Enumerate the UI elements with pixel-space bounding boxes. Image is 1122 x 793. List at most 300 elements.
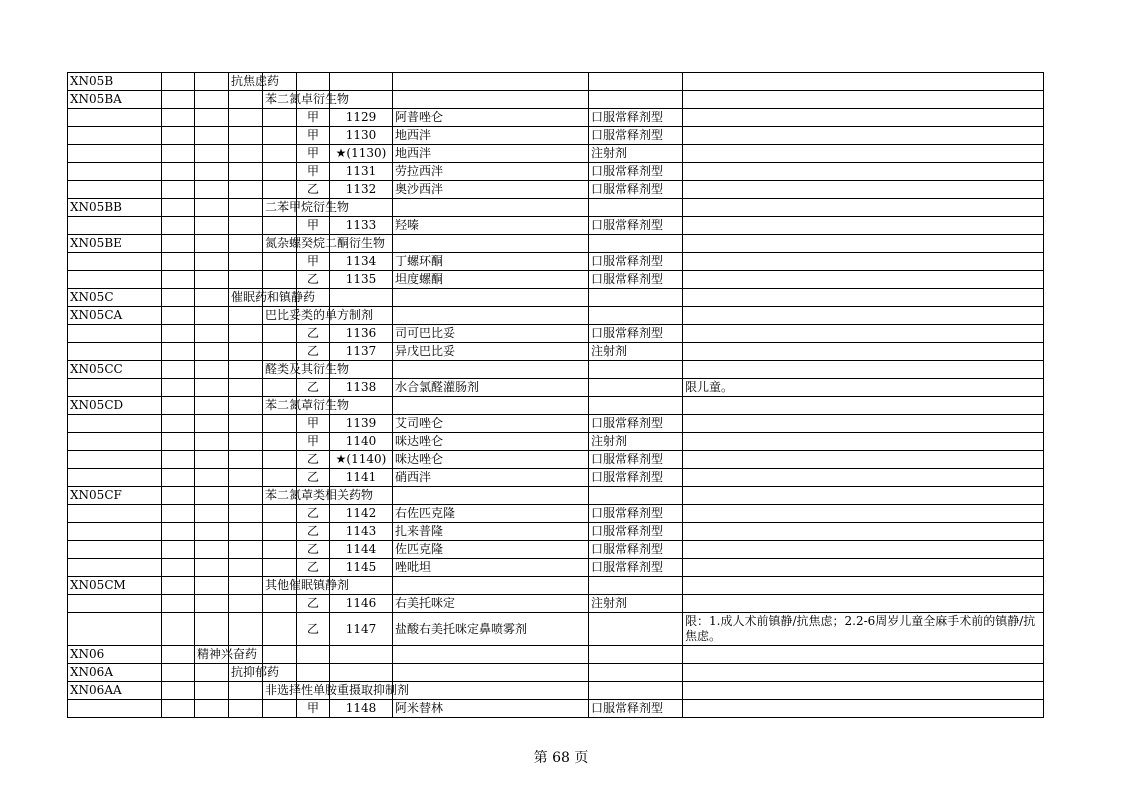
number-cell	[330, 646, 393, 664]
drug-name-cell: 扎来普隆	[393, 523, 589, 541]
remark-cell: 限：1.成人术前镇静/抗焦虑；2.2-6周岁儿童全麻手术前的镇静/抗焦虑。	[683, 613, 1044, 646]
table-row	[68, 595, 1044, 613]
remark-cell	[683, 595, 1044, 613]
spacer-cell	[162, 289, 195, 307]
remark-cell	[683, 343, 1044, 361]
drug-name-cell: 水合氯醛灌肠剂	[393, 379, 589, 397]
remark-cell	[683, 451, 1044, 469]
number-cell: 1137	[330, 343, 393, 361]
number-cell: 1133	[330, 217, 393, 235]
spacer-cell	[162, 361, 195, 379]
code-cell: XN05BE	[68, 235, 162, 253]
drug-name-cell: 佐匹克隆	[393, 541, 589, 559]
drug-name-cell	[393, 361, 589, 379]
code-cell	[68, 613, 162, 646]
remark-cell	[683, 664, 1044, 682]
dosage-form-cell: 口服常释剂型	[589, 523, 683, 541]
dosage-form-cell: 口服常释剂型	[589, 163, 683, 181]
table-row	[68, 577, 1044, 595]
level2-category-cell: 抗焦虑药	[229, 73, 263, 91]
level1-category-cell	[195, 541, 229, 559]
level1-category-cell	[195, 145, 229, 163]
level2-category-cell	[229, 91, 263, 109]
class-cell: 乙	[297, 325, 330, 343]
class-cell	[297, 646, 330, 664]
level1-category-cell	[195, 325, 229, 343]
table-row	[68, 361, 1044, 379]
level1-category-cell	[195, 505, 229, 523]
drug-name-cell	[393, 307, 589, 325]
spacer-cell	[162, 415, 195, 433]
level1-category-cell	[195, 397, 229, 415]
drug-catalog-table	[67, 72, 1044, 718]
dosage-form-cell: 口服常释剂型	[589, 109, 683, 127]
table-row	[68, 109, 1044, 127]
dosage-form-cell	[589, 379, 683, 397]
level2-category-cell	[229, 559, 263, 577]
spacer-cell	[162, 379, 195, 397]
remark-cell	[683, 217, 1044, 235]
dosage-form-cell: 口服常释剂型	[589, 127, 683, 145]
table-row	[68, 181, 1044, 199]
class-cell: 乙	[297, 181, 330, 199]
drug-name-cell: 坦度螺酮	[393, 271, 589, 289]
level2-category-cell	[229, 181, 263, 199]
level1-category-cell	[195, 271, 229, 289]
level2-category-cell	[229, 109, 263, 127]
drug-name-cell: 咪达唑仑	[393, 433, 589, 451]
table-row	[68, 163, 1044, 181]
dosage-form-cell	[589, 577, 683, 595]
class-cell: 乙	[297, 505, 330, 523]
level3-category-cell	[263, 343, 297, 361]
dosage-form-cell: 口服常释剂型	[589, 415, 683, 433]
level2-category-cell	[229, 127, 263, 145]
level3-category-cell	[263, 451, 297, 469]
drug-name-cell: 艾司唑仑	[393, 415, 589, 433]
drug-name-cell	[393, 73, 589, 91]
code-cell	[68, 700, 162, 718]
remark-cell	[683, 700, 1044, 718]
number-cell	[330, 73, 393, 91]
level1-category-cell	[195, 682, 229, 700]
dosage-form-cell: 口服常释剂型	[589, 271, 683, 289]
drug-name-cell	[393, 199, 589, 217]
table-row	[68, 379, 1044, 397]
level3-category-cell	[263, 289, 297, 307]
table-row	[68, 235, 1044, 253]
level1-category-cell	[195, 91, 229, 109]
level2-category-cell	[229, 217, 263, 235]
level2-category-cell	[229, 253, 263, 271]
dosage-form-cell: 口服常释剂型	[589, 253, 683, 271]
class-cell: 甲	[297, 145, 330, 163]
spacer-cell	[162, 109, 195, 127]
number-cell: 1145	[330, 559, 393, 577]
level1-category-cell	[195, 664, 229, 682]
level2-category-cell	[229, 523, 263, 541]
class-cell: 乙	[297, 559, 330, 577]
drug-name-cell	[393, 577, 589, 595]
drug-name-cell: 硝西泮	[393, 469, 589, 487]
level2-category-cell: 抗抑郁药	[229, 664, 263, 682]
remark-cell	[683, 505, 1044, 523]
number-cell: 1146	[330, 595, 393, 613]
class-cell: 甲	[297, 163, 330, 181]
dosage-form-cell	[589, 664, 683, 682]
table-row	[68, 433, 1044, 451]
level2-category-cell: 催眠药和镇静药	[229, 289, 263, 307]
class-cell: 乙	[297, 469, 330, 487]
level1-category-cell	[195, 253, 229, 271]
level1-category-cell	[195, 451, 229, 469]
drug-name-cell	[393, 664, 589, 682]
code-cell	[68, 595, 162, 613]
drug-name-cell	[393, 91, 589, 109]
drug-name-cell: 地西泮	[393, 145, 589, 163]
remark-cell	[683, 307, 1044, 325]
remark-cell	[683, 163, 1044, 181]
remark-cell	[683, 523, 1044, 541]
remark-cell	[683, 109, 1044, 127]
level2-category-cell	[229, 361, 263, 379]
class-cell: 甲	[297, 109, 330, 127]
spacer-cell	[162, 127, 195, 145]
level1-category-cell	[195, 289, 229, 307]
dosage-form-cell: 口服常释剂型	[589, 217, 683, 235]
table-row	[68, 469, 1044, 487]
table-row	[68, 127, 1044, 145]
level2-category-cell	[229, 271, 263, 289]
number-cell	[330, 289, 393, 307]
code-cell	[68, 145, 162, 163]
spacer-cell	[162, 235, 195, 253]
remark-cell	[683, 91, 1044, 109]
code-cell	[68, 253, 162, 271]
number-cell: 1136	[330, 325, 393, 343]
remark-cell	[683, 235, 1044, 253]
code-cell	[68, 379, 162, 397]
remark-cell	[683, 433, 1044, 451]
level2-category-cell	[229, 397, 263, 415]
dosage-form-cell: 注射剂	[589, 343, 683, 361]
code-cell: XN05CD	[68, 397, 162, 415]
class-cell: 乙	[297, 595, 330, 613]
level3-category-cell	[263, 181, 297, 199]
dosage-form-cell	[589, 307, 683, 325]
level2-category-cell	[229, 595, 263, 613]
table-row	[68, 217, 1044, 235]
dosage-form-cell	[589, 73, 683, 91]
remark-cell	[683, 325, 1044, 343]
remark-cell	[683, 145, 1044, 163]
code-cell: XN05CA	[68, 307, 162, 325]
dosage-form-cell	[589, 646, 683, 664]
level3-category-cell	[263, 145, 297, 163]
remark-cell	[683, 415, 1044, 433]
level3-category-cell: 醛类及其衍生物	[263, 361, 297, 379]
number-cell: 1142	[330, 505, 393, 523]
level3-category-cell	[263, 109, 297, 127]
drug-name-cell: 司可巴比妥	[393, 325, 589, 343]
code-cell	[68, 559, 162, 577]
spacer-cell	[162, 73, 195, 91]
class-cell: 乙	[297, 451, 330, 469]
level3-category-cell: 苯二氮卓衍生物	[263, 91, 297, 109]
level3-category-cell	[263, 541, 297, 559]
level1-category-cell	[195, 235, 229, 253]
level1-category-cell	[195, 379, 229, 397]
table-row	[68, 646, 1044, 664]
class-cell: 乙	[297, 379, 330, 397]
drug-name-cell: 咪达唑仑	[393, 451, 589, 469]
level2-category-cell	[229, 163, 263, 181]
table-row	[68, 145, 1044, 163]
level1-category-cell	[195, 700, 229, 718]
spacer-cell	[162, 325, 195, 343]
level1-category-cell	[195, 343, 229, 361]
level1-category-cell	[195, 73, 229, 91]
drug-name-cell: 丁螺环酮	[393, 253, 589, 271]
level1-category-cell	[195, 127, 229, 145]
dosage-form-cell: 口服常释剂型	[589, 559, 683, 577]
table-row	[68, 700, 1044, 718]
level2-category-cell	[229, 469, 263, 487]
code-cell: XN05C	[68, 289, 162, 307]
code-cell: XN06AA	[68, 682, 162, 700]
spacer-cell	[162, 145, 195, 163]
level1-category-cell	[195, 433, 229, 451]
table-row	[68, 664, 1044, 682]
drug-name-cell: 劳拉西泮	[393, 163, 589, 181]
dosage-form-cell: 注射剂	[589, 433, 683, 451]
level3-category-cell	[263, 163, 297, 181]
spacer-cell	[162, 307, 195, 325]
level2-category-cell	[229, 541, 263, 559]
remark-cell	[683, 253, 1044, 271]
code-cell	[68, 109, 162, 127]
drug-name-cell: 阿米替林	[393, 700, 589, 718]
level1-category-cell	[195, 469, 229, 487]
level3-category-cell	[263, 271, 297, 289]
code-cell	[68, 127, 162, 145]
code-cell	[68, 271, 162, 289]
code-cell	[68, 433, 162, 451]
level3-category-cell: 氮杂螺癸烷二酮衍生物	[263, 235, 297, 253]
spacer-cell	[162, 487, 195, 505]
spacer-cell	[162, 181, 195, 199]
code-cell	[68, 217, 162, 235]
level1-category-cell	[195, 577, 229, 595]
drug-name-cell: 异戊巴比妥	[393, 343, 589, 361]
table-row	[68, 487, 1044, 505]
table-row	[68, 613, 1044, 646]
level2-category-cell	[229, 415, 263, 433]
level3-category-cell	[263, 595, 297, 613]
code-cell	[68, 469, 162, 487]
page-number: 第 68 页	[533, 750, 589, 766]
spacer-cell	[162, 343, 195, 361]
class-cell: 甲	[297, 700, 330, 718]
remark-cell: 限儿童。	[683, 379, 1044, 397]
spacer-cell	[162, 682, 195, 700]
number-cell: 1132	[330, 181, 393, 199]
number-cell: ★(1140)	[330, 451, 393, 469]
number-cell: 1129	[330, 109, 393, 127]
spacer-cell	[162, 271, 195, 289]
number-cell: 1131	[330, 163, 393, 181]
level2-category-cell	[229, 145, 263, 163]
level2-category-cell	[229, 451, 263, 469]
remark-cell	[683, 199, 1044, 217]
table-row	[68, 73, 1044, 91]
number-cell: 1147	[330, 613, 393, 646]
dosage-form-cell: 口服常释剂型	[589, 505, 683, 523]
number-cell: 1130	[330, 127, 393, 145]
level2-category-cell	[229, 235, 263, 253]
remark-cell	[683, 487, 1044, 505]
spacer-cell	[162, 91, 195, 109]
level1-category-cell	[195, 217, 229, 235]
dosage-form-cell: 口服常释剂型	[589, 181, 683, 199]
drug-name-cell: 右美托咪定	[393, 595, 589, 613]
level1-category-cell: 精神兴奋药	[195, 646, 229, 664]
level3-category-cell: 苯二氮䓬衍生物	[263, 397, 297, 415]
level2-category-cell	[229, 487, 263, 505]
class-cell: 乙	[297, 613, 330, 646]
dosage-form-cell: 口服常释剂型	[589, 541, 683, 559]
number-cell	[330, 664, 393, 682]
level2-category-cell	[229, 199, 263, 217]
drug-name-cell: 地西泮	[393, 127, 589, 145]
spacer-cell	[162, 541, 195, 559]
level1-category-cell	[195, 361, 229, 379]
number-cell: 1138	[330, 379, 393, 397]
level1-category-cell	[195, 415, 229, 433]
spacer-cell	[162, 505, 195, 523]
dosage-form-cell	[589, 397, 683, 415]
level2-category-cell	[229, 307, 263, 325]
level3-category-cell	[263, 646, 297, 664]
code-cell	[68, 505, 162, 523]
level2-category-cell	[229, 379, 263, 397]
dosage-form-cell: 注射剂	[589, 595, 683, 613]
level3-category-cell	[263, 664, 297, 682]
table-row	[68, 91, 1044, 109]
code-cell: XN06A	[68, 664, 162, 682]
class-cell	[297, 73, 330, 91]
dosage-form-cell	[589, 199, 683, 217]
drug-name-cell: 右佐匹克隆	[393, 505, 589, 523]
remark-cell	[683, 577, 1044, 595]
drug-name-cell: 羟嗪	[393, 217, 589, 235]
drug-name-cell: 唑吡坦	[393, 559, 589, 577]
table-row	[68, 307, 1044, 325]
code-cell	[68, 325, 162, 343]
level1-category-cell	[195, 307, 229, 325]
spacer-cell	[162, 451, 195, 469]
level3-category-cell	[263, 325, 297, 343]
remark-cell	[683, 682, 1044, 700]
level1-category-cell	[195, 181, 229, 199]
level3-category-cell	[263, 73, 297, 91]
level1-category-cell	[195, 163, 229, 181]
class-cell: 甲	[297, 415, 330, 433]
dosage-form-cell	[589, 487, 683, 505]
level3-category-cell	[263, 505, 297, 523]
code-cell	[68, 181, 162, 199]
table-row	[68, 451, 1044, 469]
code-cell	[68, 523, 162, 541]
level2-category-cell	[229, 433, 263, 451]
number-cell: 1134	[330, 253, 393, 271]
remark-cell	[683, 397, 1044, 415]
code-cell: XN05CM	[68, 577, 162, 595]
spacer-cell	[162, 577, 195, 595]
level2-category-cell	[229, 505, 263, 523]
dosage-form-cell: 口服常释剂型	[589, 700, 683, 718]
code-cell: XN05CF	[68, 487, 162, 505]
level2-category-cell	[229, 682, 263, 700]
remark-cell	[683, 271, 1044, 289]
drug-name-cell	[393, 682, 589, 700]
dosage-form-cell	[589, 91, 683, 109]
remark-cell	[683, 469, 1044, 487]
spacer-cell	[162, 700, 195, 718]
level3-category-cell	[263, 379, 297, 397]
drug-name-cell	[393, 397, 589, 415]
level2-category-cell	[229, 577, 263, 595]
code-cell: XN06	[68, 646, 162, 664]
table-row	[68, 343, 1044, 361]
level3-category-cell: 苯二氮䓬类相关药物	[263, 487, 297, 505]
level2-category-cell	[229, 646, 263, 664]
dosage-form-cell	[589, 289, 683, 307]
code-cell: XN05BB	[68, 199, 162, 217]
drug-name-cell: 阿普唑仑	[393, 109, 589, 127]
table-row	[68, 682, 1044, 700]
level3-category-cell	[263, 433, 297, 451]
level2-category-cell	[229, 325, 263, 343]
remark-cell	[683, 73, 1044, 91]
remark-cell	[683, 559, 1044, 577]
code-cell	[68, 541, 162, 559]
table-row	[68, 325, 1044, 343]
code-cell: XN05CC	[68, 361, 162, 379]
table-row	[68, 505, 1044, 523]
class-cell: 乙	[297, 271, 330, 289]
table-row	[68, 559, 1044, 577]
drug-name-cell	[393, 289, 589, 307]
level1-category-cell	[195, 613, 229, 646]
level3-category-cell	[263, 127, 297, 145]
spacer-cell	[162, 469, 195, 487]
level3-category-cell	[263, 253, 297, 271]
code-cell	[68, 163, 162, 181]
remark-cell	[683, 541, 1044, 559]
level3-category-cell	[263, 559, 297, 577]
level2-category-cell	[229, 613, 263, 646]
spacer-cell	[162, 163, 195, 181]
class-cell	[297, 664, 330, 682]
remark-cell	[683, 181, 1044, 199]
spacer-cell	[162, 217, 195, 235]
dosage-form-cell	[589, 682, 683, 700]
spacer-cell	[162, 397, 195, 415]
drug-name-cell	[393, 235, 589, 253]
number-cell: 1148	[330, 700, 393, 718]
number-cell: 1135	[330, 271, 393, 289]
